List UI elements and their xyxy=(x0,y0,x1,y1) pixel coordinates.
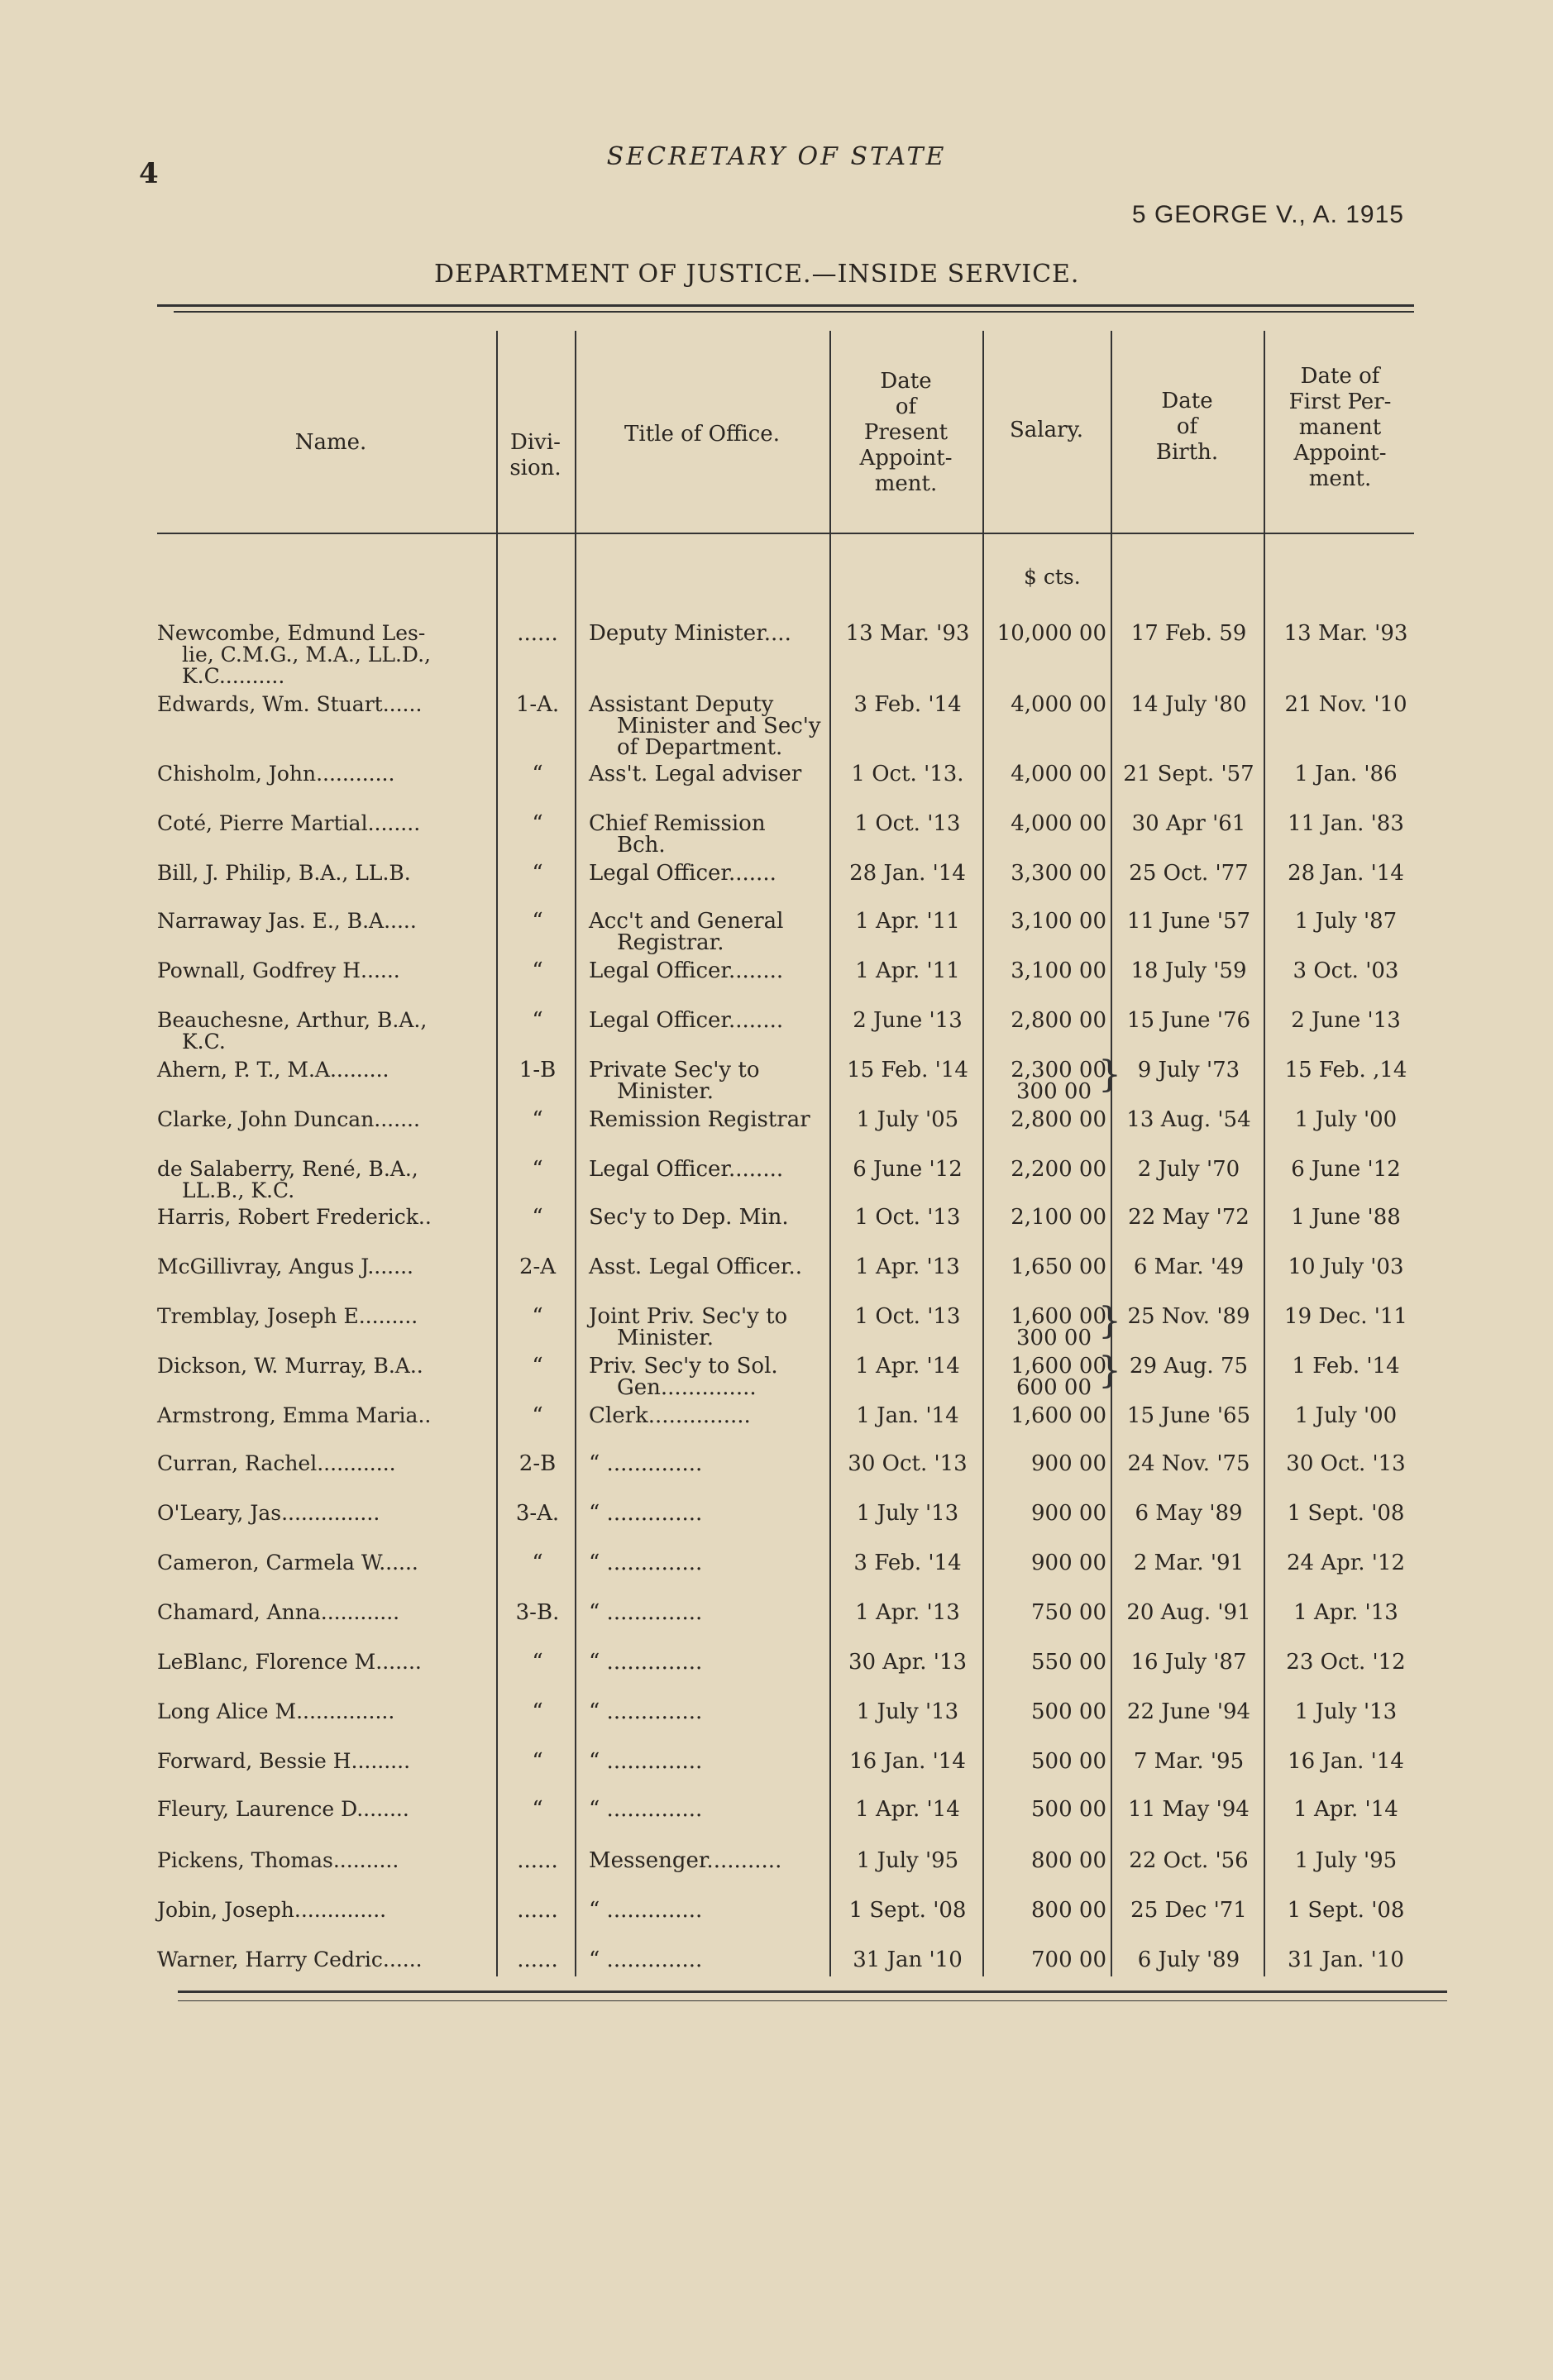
row-title: “ .............. xyxy=(589,1797,703,1822)
row-name: Tremblay, Joseph E......... xyxy=(157,1304,418,1328)
row-title: “ .............. xyxy=(589,1650,703,1675)
row-first-appointment: 1 Jan. '86 xyxy=(1294,762,1398,786)
row-present-appointment: 3 Feb. '14 xyxy=(853,692,962,717)
table-row xyxy=(0,1452,1553,1502)
row-division: “ xyxy=(532,1650,543,1675)
row-division: “ xyxy=(532,1797,543,1822)
row-present-appointment: 30 Apr. '13 xyxy=(848,1650,968,1675)
row-birth: 30 Apr '61 xyxy=(1131,811,1246,836)
row-first-appointment: 23 Oct. '12 xyxy=(1286,1650,1406,1675)
row-division: ...... xyxy=(517,1848,558,1873)
row-birth: 24 Nov. '75 xyxy=(1127,1451,1250,1476)
bottom-rule xyxy=(178,1991,1447,1993)
row-first-appointment: 16 Jan. '14 xyxy=(1288,1749,1404,1774)
row-name: Coté, Pierre Martial........ xyxy=(157,811,421,835)
row-name: Edwards, Wm. Stuart...... xyxy=(157,692,423,716)
row-title-cont: Minister. xyxy=(617,1079,714,1104)
row-division: “ xyxy=(532,1304,543,1329)
row-salary: 2,800 00 xyxy=(1011,1008,1106,1033)
table-row xyxy=(0,862,1553,911)
page-number: 4 xyxy=(139,157,159,190)
row-first-appointment: 3 Oct. '03 xyxy=(1293,958,1399,983)
row-birth: 6 May '89 xyxy=(1135,1501,1243,1526)
row-birth: 16 July '87 xyxy=(1130,1650,1247,1675)
row-title: “ .............. xyxy=(589,1947,703,1972)
row-title-cont: Gen.............. xyxy=(617,1375,757,1400)
table-row xyxy=(0,692,1553,760)
row-present-appointment: 16 Jan. '14 xyxy=(849,1749,966,1774)
row-title: Clerk............... xyxy=(589,1403,751,1428)
row-salary: 2,300 00 xyxy=(1011,1058,1106,1082)
table-row xyxy=(0,762,1553,812)
table-row xyxy=(0,1700,1553,1750)
row-title: “ .............. xyxy=(589,1451,703,1476)
row-salary-extra: 300 00 xyxy=(1016,1326,1092,1350)
row-first-appointment: 1 Apr. '13 xyxy=(1293,1600,1398,1625)
table-row xyxy=(0,1404,1553,1454)
row-first-appointment: 28 Jan. '14 xyxy=(1288,861,1404,886)
row-salary: 900 00 xyxy=(1031,1451,1106,1476)
department-title: DEPARTMENT OF JUSTICE.—INSIDE SERVICE. xyxy=(434,260,1080,289)
row-name-cont: K.C. xyxy=(182,1030,226,1054)
row-birth: 18 July '59 xyxy=(1130,958,1247,983)
row-present-appointment: 1 Jan. '14 xyxy=(856,1403,959,1428)
row-present-appointment: 1 July '95 xyxy=(856,1848,959,1873)
row-division: “ xyxy=(532,958,543,983)
row-present-appointment: 1 Apr. '13 xyxy=(855,1255,960,1279)
row-salary: 500 00 xyxy=(1031,1749,1106,1774)
row-salary: 3,300 00 xyxy=(1011,861,1106,886)
row-division: 3-A. xyxy=(515,1501,560,1526)
row-title: Remission Registrar xyxy=(589,1107,810,1132)
row-name: Jobin, Joseph.............. xyxy=(157,1898,387,1922)
row-title: Sec'y to Dep. Min. xyxy=(589,1205,789,1230)
row-division: “ xyxy=(532,1157,543,1182)
row-birth: 11 May '94 xyxy=(1128,1797,1250,1822)
row-birth: 6 Mar. '49 xyxy=(1133,1255,1245,1279)
row-salary: 4,000 00 xyxy=(1011,811,1106,836)
row-present-appointment: 2 June '13 xyxy=(853,1008,963,1033)
row-division: “ xyxy=(532,1205,543,1230)
row-division: “ xyxy=(532,1008,543,1033)
row-division: 3-B. xyxy=(515,1600,560,1625)
row-salary: 3,100 00 xyxy=(1011,958,1106,983)
table-row xyxy=(0,1009,1553,1059)
row-division: “ xyxy=(532,909,543,934)
row-division: ...... xyxy=(517,1898,558,1923)
header-salary: Salary. xyxy=(1009,418,1084,442)
row-present-appointment: 1 July '05 xyxy=(856,1107,959,1132)
row-title: Legal Officer........ xyxy=(589,1157,784,1182)
row-salary: 1,600 00 xyxy=(1011,1403,1106,1428)
row-salary-extra: 600 00 xyxy=(1016,1375,1092,1400)
row-salary: 500 00 xyxy=(1031,1699,1106,1724)
row-title-cont: Registrar. xyxy=(617,930,724,955)
row-title: “ .............. xyxy=(589,1551,703,1575)
table-row xyxy=(0,1255,1553,1305)
row-present-appointment: 1 July '13 xyxy=(856,1501,959,1526)
row-name: Curran, Rachel............ xyxy=(157,1451,396,1475)
row-first-appointment: 31 Jan. '10 xyxy=(1288,1947,1404,1972)
salary-brace: } xyxy=(1098,1300,1121,1342)
row-name: Forward, Bessie H......... xyxy=(157,1749,411,1773)
table-row xyxy=(0,621,1553,688)
row-division: ...... xyxy=(517,1947,558,1972)
row-birth: 22 May '72 xyxy=(1128,1205,1250,1230)
row-name: McGillivray, Angus J....... xyxy=(157,1255,413,1278)
row-salary: 800 00 xyxy=(1031,1898,1106,1923)
row-salary: 2,100 00 xyxy=(1011,1205,1106,1230)
row-birth: 22 June '94 xyxy=(1126,1699,1251,1724)
top-rule xyxy=(157,304,1414,307)
row-first-appointment: 21 Nov. '10 xyxy=(1284,692,1407,717)
row-present-appointment: 1 Apr. '11 xyxy=(855,958,960,983)
row-name-cont: K.C.......... xyxy=(182,664,285,688)
row-birth: 25 Oct. '77 xyxy=(1129,861,1249,886)
row-birth: 21 Sept. '57 xyxy=(1123,762,1254,786)
row-salary: 900 00 xyxy=(1031,1501,1106,1526)
row-first-appointment: 10 July '03 xyxy=(1288,1255,1404,1279)
row-birth: 15 June '65 xyxy=(1126,1403,1251,1428)
table-row xyxy=(0,1849,1553,1899)
salary-brace: } xyxy=(1098,1350,1121,1392)
table-row xyxy=(0,1350,1553,1404)
row-birth: 2 Mar. '91 xyxy=(1133,1551,1245,1575)
row-title: Assistant Deputy xyxy=(589,692,774,717)
row-birth: 22 Oct. '56 xyxy=(1129,1848,1249,1873)
row-birth: 20 Aug. '91 xyxy=(1126,1600,1251,1625)
row-title-cont: Minister and Sec'y xyxy=(617,714,821,738)
row-birth: 25 Nov. '89 xyxy=(1127,1304,1250,1329)
row-title: Priv. Sec'y to Sol. xyxy=(589,1354,778,1379)
row-division: “ xyxy=(532,1354,543,1379)
row-birth: 14 July '80 xyxy=(1130,692,1247,717)
row-present-appointment: 28 Jan. '14 xyxy=(849,861,966,886)
header-present-appointment: Date of Present Appoint- ment. xyxy=(859,369,953,496)
row-salary: 3,100 00 xyxy=(1011,909,1106,934)
table-row xyxy=(0,1054,1553,1108)
row-salary: 1,650 00 xyxy=(1011,1255,1106,1279)
row-name: Chisholm, John............ xyxy=(157,762,395,786)
row-title: “ .............. xyxy=(589,1699,703,1724)
row-title: Legal Officer........ xyxy=(589,1008,784,1033)
header-name: Name. xyxy=(294,430,367,455)
row-birth: 9 July '73 xyxy=(1137,1058,1240,1082)
table-row xyxy=(0,1206,1553,1255)
row-salary-extra: 300 00 xyxy=(1016,1079,1092,1104)
row-salary: 900 00 xyxy=(1031,1551,1106,1575)
table-row xyxy=(0,1158,1553,1207)
row-division: 1-A. xyxy=(515,692,560,717)
row-salary: 4,000 00 xyxy=(1011,762,1106,786)
row-present-appointment: 13 Mar. '93 xyxy=(845,621,970,646)
row-title: “ .............. xyxy=(589,1600,703,1625)
salary-brace: } xyxy=(1098,1054,1121,1096)
row-first-appointment: 11 Jan. '83 xyxy=(1288,811,1404,836)
row-present-appointment: 1 Apr. '14 xyxy=(855,1797,960,1822)
row-present-appointment: 31 Jan '10 xyxy=(853,1947,963,1972)
row-name: Narraway Jas. E., B.A..... xyxy=(157,909,417,933)
table-row xyxy=(0,1551,1553,1601)
row-first-appointment: 2 June '13 xyxy=(1291,1008,1401,1033)
row-division: 2-A xyxy=(518,1255,557,1279)
top-rule-thin xyxy=(174,311,1414,313)
row-name: Warner, Harry Cedric...... xyxy=(157,1947,423,1971)
row-name: Chamard, Anna............ xyxy=(157,1600,400,1624)
row-first-appointment: 24 Apr. '12 xyxy=(1286,1551,1406,1575)
row-title: Joint Priv. Sec'y to xyxy=(589,1304,788,1329)
row-present-appointment: 6 June '12 xyxy=(853,1157,963,1182)
row-division: 1-B xyxy=(518,1058,557,1082)
row-division: 2-B xyxy=(518,1451,557,1476)
row-division: ...... xyxy=(517,621,558,646)
row-division: “ xyxy=(532,1749,543,1774)
bottom-rule-thin xyxy=(178,2000,1447,2001)
row-title: Acc't and General xyxy=(589,909,784,934)
row-first-appointment: 19 Dec. '11 xyxy=(1284,1304,1407,1329)
row-title: “ .............. xyxy=(589,1501,703,1526)
row-division: “ xyxy=(532,1403,543,1428)
row-name-cont: lie, C.M.G., M.A., LL.D., xyxy=(182,643,431,667)
row-name: Cameron, Carmela W...... xyxy=(157,1551,418,1575)
row-first-appointment: 1 July '13 xyxy=(1294,1699,1398,1724)
row-first-appointment: 6 June '12 xyxy=(1291,1157,1401,1182)
row-birth: 6 July '89 xyxy=(1137,1947,1240,1972)
table-row xyxy=(0,812,1553,862)
row-first-appointment: 1 Sept. '08 xyxy=(1287,1501,1405,1526)
table-row xyxy=(0,1750,1553,1799)
row-name: Beauchesne, Arthur, B.A., xyxy=(157,1008,428,1032)
row-first-appointment: 1 July '00 xyxy=(1294,1403,1398,1428)
row-title: Chief Remission xyxy=(589,811,766,836)
row-present-appointment: 1 July '13 xyxy=(856,1699,959,1724)
row-title: Legal Officer........ xyxy=(589,958,784,983)
row-first-appointment: 15 Feb. ,14 xyxy=(1284,1058,1407,1082)
row-birth: 17 Feb. 59 xyxy=(1130,621,1247,646)
row-title-cont: Bch. xyxy=(617,833,666,858)
row-present-appointment: 30 Oct. '13 xyxy=(848,1451,968,1476)
header-rule xyxy=(157,533,1414,534)
row-title: Messenger........... xyxy=(589,1848,782,1873)
header-title: Title of Office. xyxy=(624,422,780,447)
row-name: Harris, Robert Frederick.. xyxy=(157,1205,432,1229)
row-salary: 700 00 xyxy=(1031,1947,1106,1972)
header-first-appointment: Date of First Per- manent Appoint- ment. xyxy=(1288,364,1392,491)
row-name: LeBlanc, Florence M....... xyxy=(157,1650,422,1674)
row-present-appointment: 1 Oct. '13 xyxy=(854,811,961,836)
row-birth: 7 Mar. '95 xyxy=(1133,1749,1245,1774)
row-salary: 800 00 xyxy=(1031,1848,1106,1873)
row-first-appointment: 1 June '88 xyxy=(1291,1205,1401,1230)
table-row xyxy=(0,910,1553,959)
row-name: Pownall, Godfrey H...... xyxy=(157,958,400,982)
row-name-cont: LL.B., K.C. xyxy=(182,1178,295,1202)
row-salary: 1,600 00 xyxy=(1011,1354,1106,1379)
table-row xyxy=(0,1300,1553,1355)
row-name: Pickens, Thomas.......... xyxy=(157,1848,399,1872)
row-name: Newcombe, Edmund Les- xyxy=(157,621,426,645)
table-row xyxy=(0,959,1553,1009)
row-salary: 10,000 00 xyxy=(996,621,1106,646)
row-title: Asst. Legal Officer.. xyxy=(589,1255,802,1279)
row-present-appointment: 1 Apr. '11 xyxy=(855,909,960,934)
row-name: de Salaberry, René, B.A., xyxy=(157,1157,418,1181)
row-title: “ .............. xyxy=(589,1749,703,1774)
row-birth: 11 June '57 xyxy=(1126,909,1251,934)
row-salary: 1,600 00 xyxy=(1011,1304,1106,1329)
row-present-appointment: 1 Oct. '13. xyxy=(851,762,964,786)
row-present-appointment: 1 Oct. '13 xyxy=(854,1304,961,1329)
row-birth: 15 June '76 xyxy=(1126,1008,1251,1033)
row-first-appointment: 1 Apr. '14 xyxy=(1293,1797,1398,1822)
table-row xyxy=(0,1798,1553,1847)
row-birth: 29 Aug. 75 xyxy=(1129,1354,1249,1379)
session-label: 5 GEORGE V., A. 1915 xyxy=(1131,201,1404,228)
row-present-appointment: 15 Feb. '14 xyxy=(847,1058,968,1082)
header-birth: Date of Birth. xyxy=(1155,389,1219,465)
row-title: Ass't. Legal adviser xyxy=(589,762,802,786)
row-title: “ .............. xyxy=(589,1898,703,1923)
row-salary: 4,000 00 xyxy=(1011,692,1106,717)
row-title-cont: of Department. xyxy=(617,735,783,760)
row-division: “ xyxy=(532,1699,543,1724)
dollar-header: $ cts. xyxy=(1024,565,1081,589)
running-head: SECRETARY OF STATE xyxy=(606,142,947,171)
row-division: “ xyxy=(532,762,543,786)
row-first-appointment: 30 Oct. '13 xyxy=(1286,1451,1406,1476)
row-first-appointment: 1 July '00 xyxy=(1294,1107,1398,1132)
row-title: Deputy Minister.... xyxy=(589,621,791,646)
row-salary: 2,200 00 xyxy=(1011,1157,1106,1182)
row-present-appointment: 1 Sept. '08 xyxy=(848,1898,967,1923)
row-division: “ xyxy=(532,861,543,886)
row-title: Private Sec'y to xyxy=(589,1058,760,1082)
row-name: Clarke, John Duncan....... xyxy=(157,1107,420,1131)
table-row xyxy=(0,1601,1553,1651)
row-division: “ xyxy=(532,1107,543,1132)
row-name: Dickson, W. Murray, B.A.. xyxy=(157,1354,423,1378)
row-birth: 13 Aug. '54 xyxy=(1126,1107,1251,1132)
row-birth: 2 July '70 xyxy=(1137,1157,1240,1182)
row-division: “ xyxy=(532,1551,543,1575)
row-division: “ xyxy=(532,811,543,836)
row-title: Legal Officer....... xyxy=(589,861,776,886)
row-first-appointment: 1 Sept. '08 xyxy=(1287,1898,1405,1923)
row-birth: 25 Dec '71 xyxy=(1130,1898,1247,1923)
row-first-appointment: 1 Feb. '14 xyxy=(1292,1354,1400,1379)
row-present-appointment: 1 Oct. '13 xyxy=(854,1205,961,1230)
row-present-appointment: 1 Apr. '13 xyxy=(855,1600,960,1625)
table-row xyxy=(0,1899,1553,1948)
row-title-cont: Minister. xyxy=(617,1326,714,1350)
row-name: Long Alice M............... xyxy=(157,1699,395,1723)
table-row xyxy=(0,1651,1553,1700)
row-name: O'Leary, Jas............... xyxy=(157,1501,380,1525)
row-name: Ahern, P. T., M.A......... xyxy=(157,1058,389,1082)
table-row xyxy=(0,1108,1553,1158)
row-salary: 550 00 xyxy=(1031,1650,1106,1675)
row-name: Armstrong, Emma Maria.. xyxy=(157,1403,432,1427)
row-present-appointment: 1 Apr. '14 xyxy=(855,1354,960,1379)
row-first-appointment: 13 Mar. '93 xyxy=(1283,621,1408,646)
row-first-appointment: 1 July '95 xyxy=(1294,1848,1398,1873)
row-name: Fleury, Laurence D........ xyxy=(157,1797,409,1821)
row-name: Bill, J. Philip, B.A., LL.B. xyxy=(157,861,411,885)
row-first-appointment: 1 July '87 xyxy=(1294,909,1398,934)
row-present-appointment: 3 Feb. '14 xyxy=(853,1551,962,1575)
table-row xyxy=(0,1502,1553,1551)
header-division: Divi- sion. xyxy=(509,430,561,480)
row-salary: 500 00 xyxy=(1031,1797,1106,1822)
row-salary: 750 00 xyxy=(1031,1600,1106,1625)
row-salary: 2,800 00 xyxy=(1011,1107,1106,1132)
